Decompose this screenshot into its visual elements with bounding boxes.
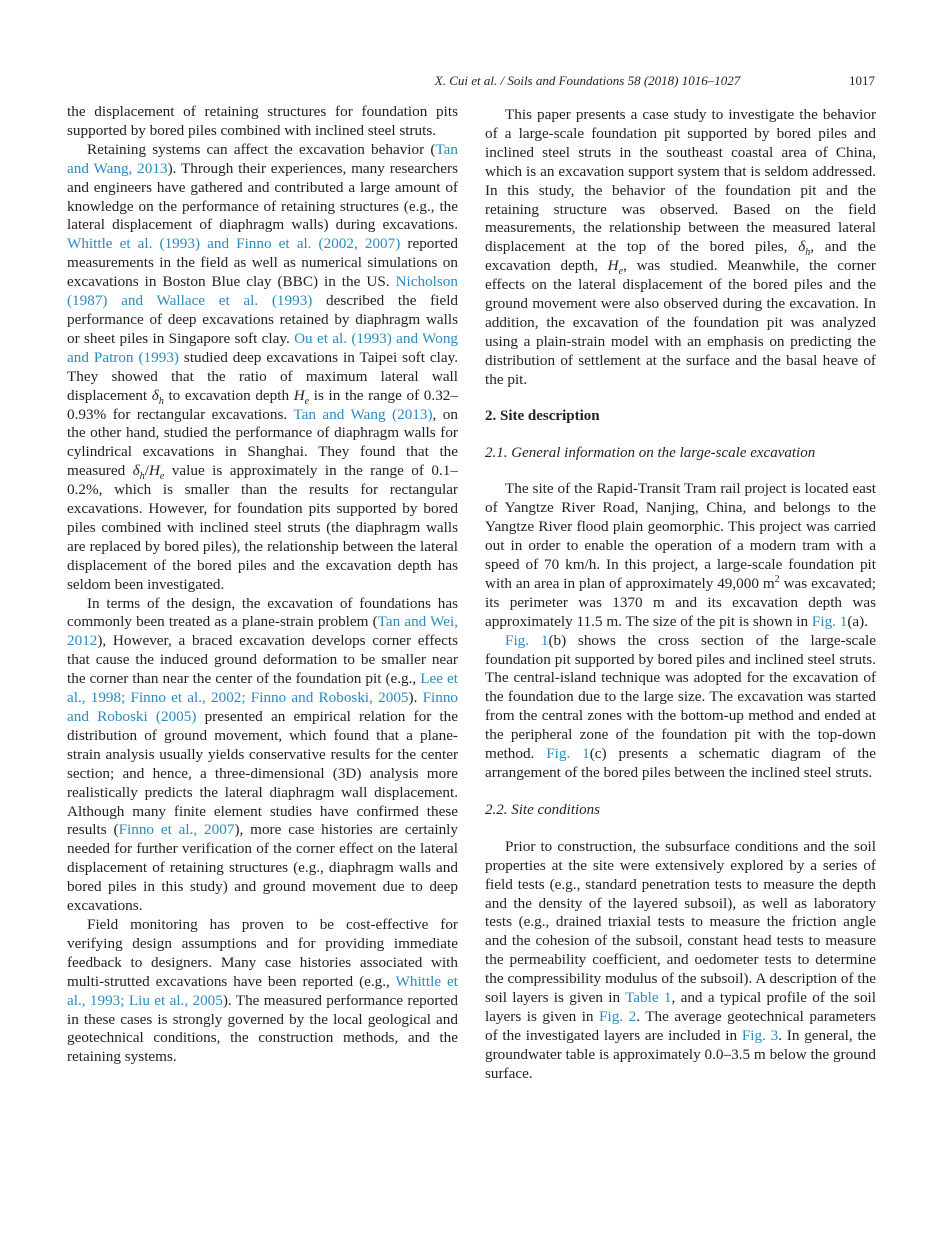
text-run: , and the excavation depth, [485,238,876,275]
text-run: , was studied. Meanwhile, the corner effects on the lateral displacement of the bored piles and the ground movement were also observed during the excavation. In addition, the excavation of the foundation pit was analyzed using a plain-strain model with an emphasis on predicting the distribution of settlement at the surface and the basal heave of the pit. [485,257,876,388]
text-run: value is approximately in the range of 0.1–0.2%, which is smaller than the results for rectangular excavations. However, for foundation pits supported by bored piles combined with inclined steel struts (the diaphragm walls are replaced by bored piles), the relationship between the lateral displacement of the bored piles and the excavation depth has seldom been investigated. [67,462,458,593]
text-run: studied deep excavations in Taipei soft clay. They showed that the ratio of maximum lateral wall displacement [67,348,458,404]
paragraph [485,106,876,390]
text-run: was excavated; its perimeter was 1370 m and its excavation depth was approximately 11.5 m. The size of the pit is shown in [485,574,877,630]
text-run: (a). [847,612,869,630]
math-symbol: H [148,462,160,480]
text-run: . The average geotechnical parameters of the investigated layers are included in [485,1007,876,1044]
subsection-heading-2-2: 2.2. Site conditions [485,801,600,818]
paragraph [485,480,876,631]
citation-link[interactable]: Fig. 3 [741,1026,779,1044]
paragraph [67,595,458,916]
math-symbol: H [607,257,619,275]
subscript: e [618,266,624,278]
text-run: , on the other hand, studied the performance of diaphragm walls for cylindrical excavations in Shanghai. They found that the measured [67,405,458,480]
text-run: ), more case histories are certainly needed for further verification of the corner effect on the lateral displacement of retaining structures (e.g., diaphragm walls and bored piles in this study) and ground movement due to deep excavations. [67,821,458,915]
subscript: h [158,395,164,407]
paragraph [67,103,458,141]
text-run: Field monitoring has proven to be cost-effective for verifying design assumptions and for providing immediate feedback to designers. Many case histories associated with multi-strutted excavations have been reported (e.g., [67,915,458,990]
text-run: reported measurements in the field as well as numerical simulations on excavations in Boston Blue clay (BBC) in the US. [67,235,458,291]
citation-link[interactable]: Finno and Roboski (2005) [67,689,459,725]
math-symbol: H [293,386,305,404]
subsection-2-1-body [485,480,876,783]
page-number: 1017 [849,73,875,88]
intro-paragraph-group [485,106,876,390]
subsection-2-2-body [485,838,876,1084]
text-run: described the field performance of deep excavations retained by diaphragm walls or sheet piles in Singapore soft clay. [67,292,459,347]
paragraph [485,838,876,1084]
text-run: / [144,462,149,480]
subscript: h [139,471,145,483]
text-run: Retaining systems can affect the excavation behavior ( [87,140,436,158]
citation-link[interactable]: Nicholson (1987) and Wallace et al. (1993) [67,273,458,310]
text-run: ), However, a braced excavation develops corner effects that cause the induced ground deformation to be smaller near the corner than near the center of the foundation pit (e.g., [67,632,458,688]
text-run: ). [408,689,423,707]
subscript: e [159,471,165,483]
text-run: (c) presents a schematic diagram of the arrangement of the bored piles between the inclined steel struts. [485,745,876,781]
text-run: In terms of the design, the excavation of foundations has commonly been treated as a plane-strain problem ( [67,594,458,631]
citation-link[interactable]: Fig. 1 [505,631,549,649]
citation-link[interactable]: Ou et al. (1993) and Wong and Patron (1993) [67,329,459,366]
text-run: ). Through their experiences, many researchers and engineers have gathered and contributed a large amount of knowledge on the performance of retaining structures (e.g., the lateral displacement of diaphragm walls) during excavations. [67,159,458,234]
paragraph [485,632,876,783]
subscript: h [805,247,811,259]
text-run: the displacement of retaining structures for foundation pits supported by bored piles combined with inclined steel struts. [67,103,458,139]
citation-link[interactable]: Finno et al., 2007 [118,821,235,839]
left-column [67,103,458,1067]
text-run: The site of the Rapid-Transit Tram rail project is located east of Yangtze River Road, Nanjing, China, and belongs to the Yangtze River flood plain geomorphic. This project was carried out in order to enable the operation of a modern tram with a speed of 70 km/h. In this project, a large-scale foundation pit with an area in plan of approximately 49,000 m [485,480,876,592]
citation-link[interactable]: Tan and Wang, 2013 [67,140,458,177]
text-run: . In general, the groundwater table is approximately 0.0–3.5 m below the ground surface. [485,1026,876,1082]
citation-link[interactable]: Fig. 1 [546,745,590,763]
citation-link[interactable]: Lee et al., 1998; Finno et al., 2002; Finno and Roboski, 2005 [67,670,458,707]
paragraph [67,916,458,1067]
text-run: presented an empirical relation for the distribution of ground movement, which found that a plane-strain analysis usually yields conservative results for the center section; and hence, a three-dimensional (3D) analysis more realistically predicts the lateral diaphragm wall displacement. Although many finite element studies have confirmed these results ( [67,708,458,839]
section-heading: 2. Site description [485,407,600,424]
superscript: 2 [774,573,780,585]
text-run: is in the range of 0.32–0.93% for rectangular excavations. [67,386,458,423]
math-symbol: δ [151,386,159,404]
text-run: Prior to construction, the subsurface conditions and the soil properties at the site were extensively explored by a series of field tests (e.g., standard penetration tests to measure the depth and the density of the layered subsoil), as well as laboratory tests (e.g., drained triaxial tests to measure the friction angle and the cohesion of the subsoil, constant head tests to measure the permeability coefficient, and oedometer tests to determine the compressibility modulus of the subsoil). A description of the soil layers is given in [485,837,876,1007]
text-run: , and a typical profile of the soil layers is given in [485,989,876,1025]
text-run: to excavation depth [163,386,294,404]
paragraph [67,141,458,595]
citation-link[interactable]: Table 1 [625,989,672,1007]
right-column [485,106,876,1084]
subsection-heading-2-1: 2.1. General information on the large-scale excavation [485,444,816,461]
math-symbol: δ [798,238,806,256]
text-run: This paper presents a case study to investigate the behavior of a large-scale foundation pit supported by bored piles and inclined steel struts in the southeast coastal area of China, which is an excavation support system that is seldom addressed. In this study, the behavior of the foundation pit and the retaining structure was observed. Based on the field measurements, the relationship between the measured lateral displacement at the top of the bored piles, [485,106,876,256]
citation-link[interactable]: Whittle et al., 1993; Liu et al., 2005 [67,972,458,1009]
citation-link[interactable]: Tan and Wang (2013) [293,405,433,423]
subscript: e [304,395,310,407]
text-run: ). The measured performance reported in these cases is strongly governed by the local geological and geotechnical conditions, the construction methods, and the retaining systems. [67,991,458,1066]
math-symbol: δ [132,462,140,480]
citation-link[interactable]: Fig. 1 [811,612,848,630]
text-run: (b) shows the cross section of the large-scale foundation pit supported by bored piles and inclined steel struts. The central-island technique was adopted for the excavation of the foundation due to the large size. The excavation was started from the central zones with the bottom-up method and ended at the peripheral zone of the foundation pit with the top-down method. [485,631,877,763]
citation-link[interactable]: Fig. 2 [599,1007,637,1025]
running-header: X. Cui et al. / Soils and Foundations 58 (2018) 1016–1027 [434,73,741,88]
citation-link[interactable]: Whittle et al. (1993) and Finno et al. (2002, 2007) [67,235,401,253]
citation-link[interactable]: Tan and Wei, 2012 [67,613,458,650]
